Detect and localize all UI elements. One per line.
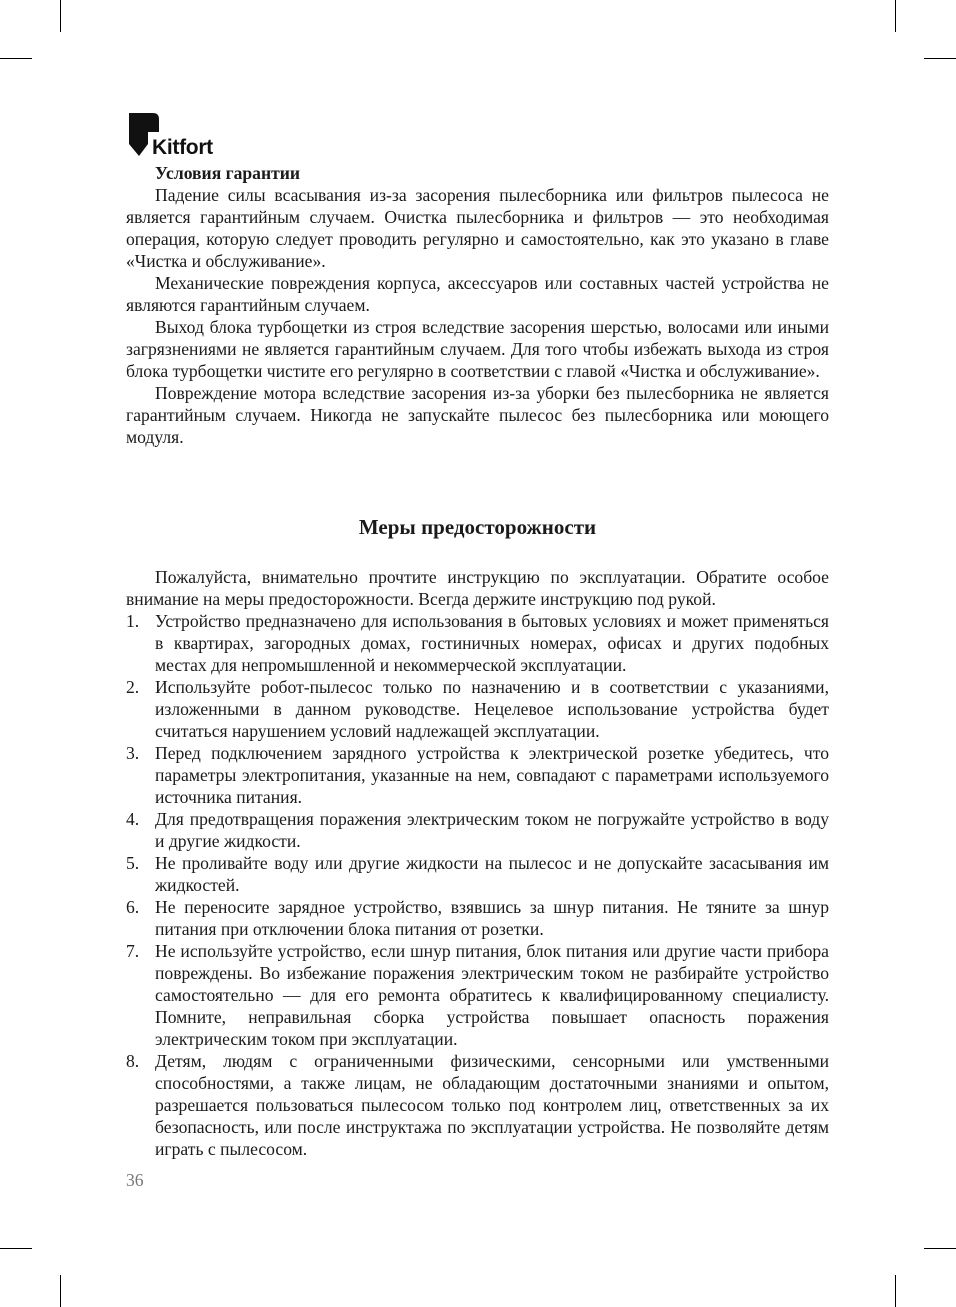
brand-name: Kitfort: [152, 136, 213, 159]
item-number: 4.: [126, 809, 140, 829]
item-text: Используйте робот-пылесос только по назначению и в соответствии с указаниями, изложенными в данном руководстве. Нецелевое использование устройства будет считаться нарушением условий надлежащей эксплуатации.: [155, 677, 829, 741]
warranty-paragraph: Механические повреждения корпуса, аксессуаров или составных частей устройства не являются гарантийным случаем.: [126, 273, 829, 315]
item-text: Для предотвращения поражения электрическим током не погружайте устройство в воду и другие жидкости.: [155, 809, 829, 851]
item-text: Не переносите зарядное устройство, взявшись за шнур питания. Не тяните за шнур питания при отключении блока питания от розетки.: [155, 897, 829, 939]
item-number: 3.: [126, 743, 140, 763]
item-number: 5.: [126, 853, 140, 873]
item-text: Не используйте устройство, если шнур питания, блок питания или другие части прибора повреждены. Во избежание поражения электрическим током не разбирайте устройство самостоятельно — для его ремонта обратитесь к квалифицированному специалисту. Помните, неправильная сборка устройства повышает опасность поражения электрическим током при эксплуатации.: [155, 941, 829, 1049]
list-item: [126, 852, 829, 896]
list-item: [126, 676, 829, 742]
warranty-paragraph: Повреждение мотора вследствие засорения из-за уборки без пылесборника не является гарантийным случаем. Никогда не запускайте пылесос без пылесборника или моющего модуля.: [126, 383, 829, 447]
item-text: Детям, людям с ограниченными физическими, сенсорными или умственными способностями, а также лицам, не обладающим достаточными знаниями и опытом, разрешается пользоваться пылесосом только под контролем лиц, ответственных за их безопасность, или после инструктажа по эксплуатации устройства. Не позволяйте детям играть с пылесосом.: [155, 1051, 829, 1159]
crop-mark: [60, 1275, 61, 1307]
item-number: 8.: [126, 1051, 140, 1071]
item-number: 7.: [126, 941, 140, 961]
crop-mark: [924, 1248, 956, 1249]
list-item: [126, 610, 829, 676]
warranty-paragraph: Падение силы всасывания из-за засорения пылесборника или фильтров пылесоса не является гарантийным случаем. Очистка пылесборника и фильтров — это необходимая операция, которую следует проводить регулярно и самостоятельно, как это указано в главе «Чистка и обслуживание».: [126, 185, 829, 271]
item-number: 1.: [126, 611, 140, 631]
crop-mark: [895, 1275, 896, 1307]
list-item: [126, 742, 829, 808]
list-item: [126, 808, 829, 852]
warranty-paragraph: Выход блока турбощетки из строя вследствие засорения шерстью, волосами или иными загрязнениями не является гарантийным случаем. Для того чтобы избежать выхода из строя блока турбощетки чистите его регулярно в соответствии с главой «Чистка и обслуживание».: [126, 317, 829, 381]
item-text: Перед подключением зарядного устройства к электрической розетке убедитесь, что параметры электропитания, указанные на нем, совпадают с параметрами используемого источника питания.: [155, 743, 829, 807]
crop-mark: [895, 0, 896, 32]
precautions-intro: Пожалуйста, внимательно прочтите инструкцию по эксплуатации. Обратите особое внимание на меры предосторожности. Всегда держите инструкцию под рукой.: [126, 567, 829, 609]
crop-mark: [60, 0, 61, 32]
page-number: 36: [126, 1170, 144, 1190]
list-item: [126, 896, 829, 940]
list-item: [126, 1050, 829, 1160]
item-text: Устройство предназначено для использования в бытовых условиях и может применяться в квартирах, загородных домах, гостиничных номерах, офисах и других подобных местах для непромышленной и некоммерческой эксплуатации.: [155, 611, 829, 675]
item-number: 6.: [126, 897, 140, 917]
warranty-heading: Условия гарантии: [155, 163, 301, 183]
item-text: Не проливайте воду или другие жидкости на пылесос и не допускайте засасывания им жидкостей.: [155, 853, 829, 895]
crop-mark: [0, 58, 32, 59]
page-content: [126, 162, 829, 1160]
list-item: [126, 940, 829, 1050]
precautions-heading: Меры предосторожности: [358, 515, 597, 539]
item-number: 2.: [126, 677, 140, 697]
crop-mark: [0, 1248, 32, 1249]
crop-mark: [924, 58, 956, 59]
precautions-list: [126, 610, 829, 1160]
